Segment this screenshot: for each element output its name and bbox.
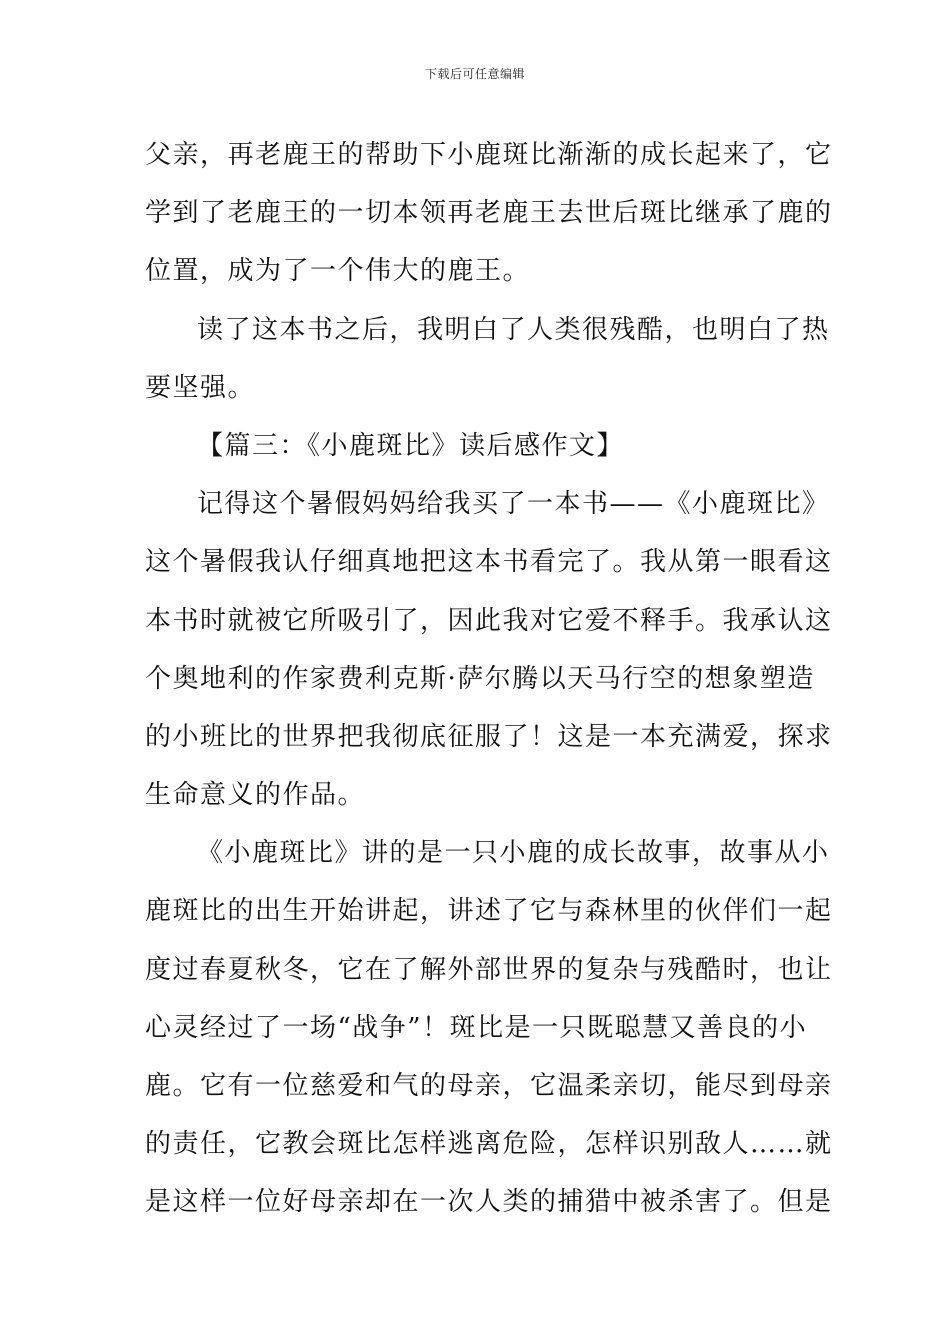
text-line: 心灵经过了一场“战争”！斑比是一只既聪慧又善良的小 [145, 1012, 808, 1043]
text-line: 父亲，再老鹿王的帮助下小鹿斑比渐渐的成长起来了，它 [145, 140, 833, 170]
text-line: 是这样一位好母亲却在一次人类的捕猎中被杀害了。但是 [145, 1187, 833, 1218]
text-line: 的责任，它教会斑比怎样逃离危险，怎样识别敌人……就 [145, 1129, 833, 1160]
text-line: 度过春夏秋冬，它在了解外部世界的复杂与残酷时，也让 [145, 954, 833, 985]
text-line: 鹿。它有一位慈爱和气的母亲，它温柔亲切，能尽到母亲 [145, 1071, 833, 1101]
text-line: 学到了老鹿王的一切本领再老鹿王去世后斑比继承了鹿的 [145, 198, 833, 229]
text-line: 《小鹿斑比》讲的是一只小鹿的成长故事，故事从小 [197, 838, 830, 869]
body-text [145, 126, 833, 1232]
text-line: 的小班比的世界把我彻底征服了！这是一本充满爱，探求 [145, 721, 833, 752]
text-line: 本书时就被它所吸引了，因此我对它爱不释手。我承认这 [145, 605, 833, 636]
text-line: 记得这个暑假妈妈给我买了一本书——《小鹿斑比》 [197, 489, 830, 520]
text-line: 读了这本书之后，我明白了人类很残酷，也明白了热 [197, 314, 830, 345]
text-line: 生命意义的作品。 [145, 780, 366, 811]
text-line: 要坚强。 [145, 372, 256, 403]
page-header: 下载后可任意编辑 [424, 67, 525, 81]
text-line: 鹿斑比的出生开始讲起，讲述了它与森林里的伙伴们一起 [145, 896, 833, 927]
text-line: 位置，成为了一个伟大的鹿王。 [145, 256, 531, 287]
section-heading: 【篇三：《小鹿斑比》读后感作文】 [197, 430, 625, 461]
text-line: 个奥地利的作家费利克斯·萨尔腾以天马行空的想象塑造 [145, 663, 815, 694]
text-line: 这个暑假我认仔细真地把这本书看完了。我从第一眼看这 [145, 547, 833, 578]
